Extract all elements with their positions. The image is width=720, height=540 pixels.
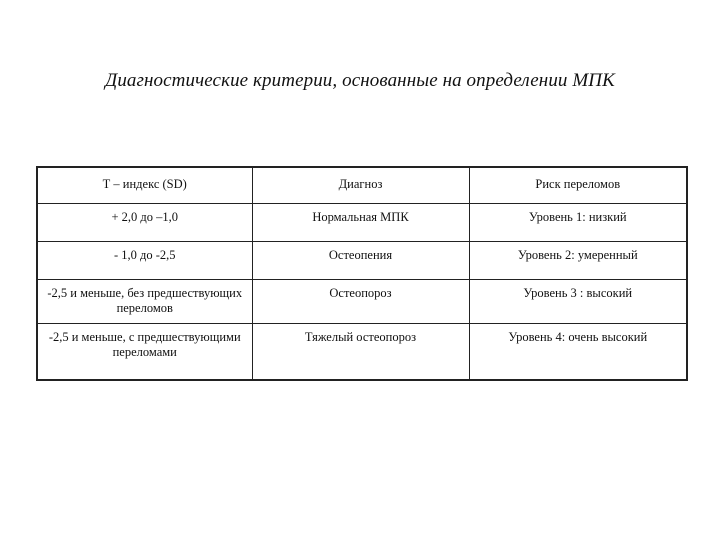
cell-t-index: -2,5 и меньше, без предшествующих переломов [37,280,252,324]
cell-risk: Уровень 2: умеренный [469,242,687,280]
cell-diagnosis: Нормальная МПК [252,204,469,242]
cell-t-index: + 2,0 до –1,0 [37,204,252,242]
cell-risk: Уровень 4: очень высокий [469,324,687,380]
table-header-row [37,167,687,204]
cell-diagnosis: Тяжелый остеопороз [252,324,469,380]
cell-t-index: -2,5 и меньше, с предшествующими переломами [37,324,252,380]
cell-diagnosis: Остеопения [252,242,469,280]
criteria-table [36,166,688,381]
cell-t-index: - 1,0 до -2,5 [37,242,252,280]
cell-risk: Уровень 3 : высокий [469,280,687,324]
header-diagnosis: Диагноз [252,167,469,204]
table-row [37,242,687,280]
table-row [37,280,687,324]
table-row [37,324,687,380]
header-t-index: Т – индекс (SD) [37,167,252,204]
header-fracture-risk: Риск переломов [469,167,687,204]
cell-diagnosis: Остеопороз [252,280,469,324]
page-title: Диагностические критерии, основанные на определении МПК [105,70,615,91]
table-row [37,204,687,242]
cell-risk: Уровень 1: низкий [469,204,687,242]
